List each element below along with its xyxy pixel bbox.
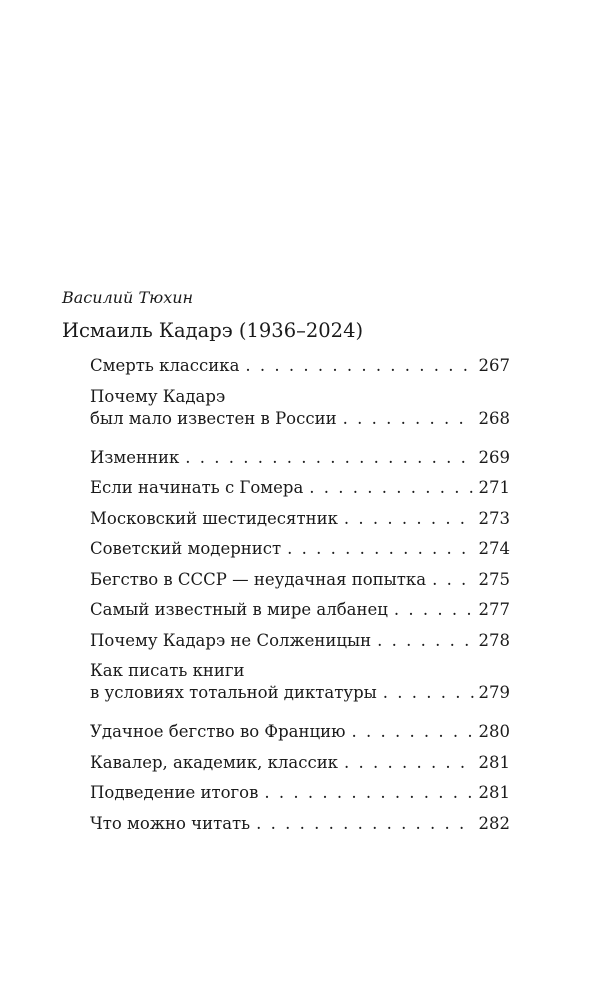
dot-leader	[258, 782, 474, 804]
toc-entry-title: Что можно читать	[90, 813, 251, 833]
toc-entry[interactable]	[90, 477, 510, 508]
toc-entry-title-line1: Как писать книги	[90, 661, 245, 680]
toc-page-number: 271	[478, 478, 510, 497]
toc-entry-title: Кавалер, академик, классик	[90, 752, 338, 772]
dot-leader	[179, 447, 474, 469]
dot-leader	[426, 569, 474, 591]
toc-entry[interactable]	[90, 386, 510, 447]
toc-entry-title: был мало известен в России	[90, 408, 337, 428]
toc-entry-title: Удачное бегство во Францию	[90, 722, 346, 741]
toc-entry[interactable]	[90, 569, 510, 600]
toc-page-number: 279	[478, 683, 510, 702]
dot-leader	[377, 682, 474, 704]
toc-page-number: 268	[478, 408, 510, 428]
toc-entry-title: Изменник	[90, 447, 180, 467]
dot-leader	[338, 752, 474, 774]
toc-entry[interactable]	[90, 508, 510, 539]
toc-page-number: 281	[478, 752, 510, 772]
toc-entry[interactable]	[90, 782, 510, 813]
toc-page-number: 267	[478, 356, 510, 375]
dot-leader	[250, 813, 474, 835]
toc-page-number: 277	[478, 600, 510, 619]
toc-entry[interactable]	[90, 660, 510, 721]
toc-entry-title-line1: Почему Кадарэ	[90, 386, 226, 406]
toc-entry[interactable]	[90, 721, 510, 752]
toc-entry-title: Самый известный в мире албанец	[90, 600, 388, 619]
toc-page-number: 282	[478, 813, 510, 833]
toc-entry[interactable]	[90, 813, 510, 844]
toc-page-number: 269	[478, 447, 510, 467]
toc-page-number: 280	[478, 722, 510, 741]
dot-leader	[338, 508, 474, 530]
toc-entry[interactable]	[90, 538, 510, 569]
toc-entry[interactable]	[90, 447, 510, 478]
table-of-contents	[90, 355, 510, 843]
dot-leader	[239, 355, 474, 377]
toc-entry-title: Бегство в СССР — неудачная попытка	[90, 569, 427, 589]
dot-leader	[303, 477, 474, 499]
toc-entry[interactable]	[90, 630, 510, 661]
toc-page-number: 281	[478, 783, 510, 802]
toc-entry-title: Если начинать с Гомера	[90, 478, 304, 497]
toc-entry-title: в условиях тотальной диктатуры	[90, 683, 377, 702]
toc-entry-title: Почему Кадарэ не Солженицын	[90, 630, 372, 650]
toc-page-number: 275	[478, 569, 510, 589]
dot-leader	[337, 408, 474, 430]
toc-entry-title: Смерть классика	[90, 356, 240, 375]
toc-entry[interactable]	[90, 752, 510, 783]
dot-leader	[371, 630, 474, 652]
toc-entry-title: Подведение итогов	[90, 783, 259, 802]
section-title: Исмаиль Кадарэ (1936–2024)	[62, 319, 364, 342]
toc-page-number: 274	[478, 539, 510, 558]
toc-entry[interactable]	[90, 599, 510, 630]
author-name: Василий Тюхин	[62, 288, 194, 307]
dot-leader	[345, 721, 474, 743]
toc-entry-title: Советский модернист	[90, 539, 282, 558]
toc-page-number: 278	[478, 630, 510, 650]
toc-page-number: 273	[478, 508, 510, 528]
dot-leader	[388, 599, 474, 621]
toc-entry-title: Московский шестидесятник	[90, 508, 338, 528]
toc-entry[interactable]	[90, 355, 510, 386]
dot-leader	[281, 538, 474, 560]
